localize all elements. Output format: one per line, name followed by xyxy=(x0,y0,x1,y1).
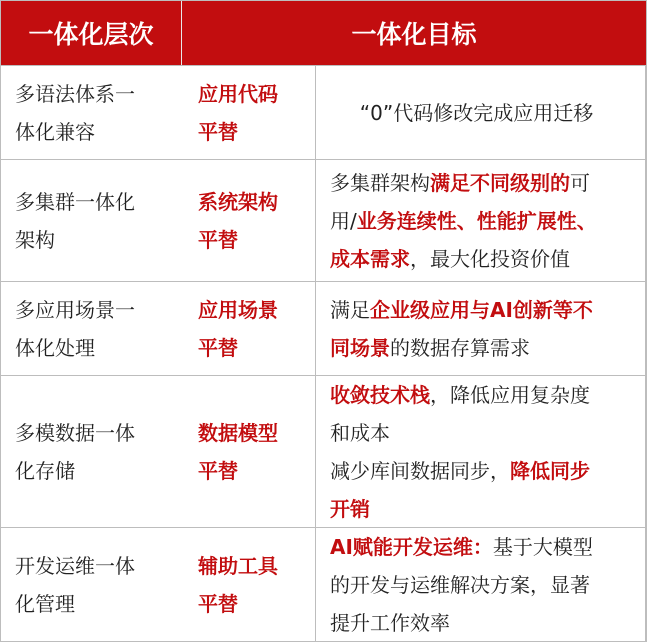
level-line: 开发运维一体 xyxy=(15,554,135,578)
goal-line xyxy=(330,240,597,278)
goal-text: 基于大模型 xyxy=(492,535,593,559)
goal-line xyxy=(330,414,590,452)
goal-text: ，最大化投资价值 xyxy=(410,246,570,271)
method-line: 应用场景 xyxy=(198,297,278,322)
method-line: 数据模型 xyxy=(198,420,278,445)
goal-highlight: 业务连续性、性能扩展性、 xyxy=(356,208,597,233)
method-line: 系统架构 xyxy=(198,189,278,214)
goal-line xyxy=(330,291,593,329)
row-method-cell xyxy=(182,281,316,375)
goal-text: “0”代码修改完成应用迁移 xyxy=(359,100,594,125)
goal-line xyxy=(330,528,593,566)
row-method-cell xyxy=(182,159,316,281)
goal-line xyxy=(330,566,593,604)
row-goal-cell xyxy=(316,527,646,642)
row-level-cell xyxy=(1,527,182,642)
goal-line xyxy=(330,329,593,367)
goal-text: 的数据存算需求 xyxy=(390,335,530,360)
goal-text: ，降低应用复杂度 xyxy=(430,382,590,407)
row-goal-cell xyxy=(316,281,646,375)
method-line: 平替 xyxy=(198,227,238,252)
row-level-cell xyxy=(1,159,182,281)
goal-line xyxy=(330,164,597,202)
goal-line xyxy=(330,202,597,240)
method-line: 平替 xyxy=(198,458,238,483)
goal-highlight: 开销 xyxy=(330,496,370,521)
goal-line xyxy=(330,490,590,528)
method-line: 辅助工具 xyxy=(198,554,278,578)
level-line: 架构 xyxy=(15,227,55,252)
header-goal: 一体化目标 xyxy=(182,1,646,65)
goal-text: 和成本 xyxy=(330,420,390,445)
goal-highlight: 企业级应用与AI创新等不 xyxy=(370,297,593,322)
level-line: 化存储 xyxy=(15,458,75,483)
goal-highlight: 同场景 xyxy=(330,335,390,360)
method-line: 平替 xyxy=(198,119,238,144)
goal-text: 可 xyxy=(570,170,590,195)
goal-highlight: AI赋能开发运维： xyxy=(330,535,493,559)
goal-highlight: 满足不同级别的 xyxy=(430,170,570,195)
method-line: 应用代码 xyxy=(198,81,278,106)
level-line: 多语法体系一 xyxy=(15,81,135,106)
method-line: 平替 xyxy=(198,335,238,360)
goal-text: 提升工作效率 xyxy=(330,611,450,635)
row-goal-cell xyxy=(316,159,646,281)
method-line: 平替 xyxy=(198,592,238,616)
row-goal-cell xyxy=(316,375,646,527)
level-line: 体化兼容 xyxy=(15,119,95,144)
header-level: 一体化层次 xyxy=(1,1,182,65)
goal-line xyxy=(360,94,593,132)
row-level-cell xyxy=(1,281,182,375)
goal-text: 满足 xyxy=(330,297,370,322)
goal-highlight: 收敛技术栈 xyxy=(330,382,430,407)
level-line: 多应用场景一 xyxy=(15,297,135,322)
level-line: 多集群一体化 xyxy=(15,189,135,214)
goal-line xyxy=(330,452,590,490)
row-level-cell xyxy=(1,65,182,159)
goal-highlight: 成本需求 xyxy=(330,246,410,271)
row-method-cell xyxy=(182,527,316,642)
goal-text: 多集群架构 xyxy=(330,170,430,195)
row-method-cell xyxy=(182,375,316,527)
goal-text: 用/ xyxy=(330,208,357,233)
level-line: 体化处理 xyxy=(15,335,95,360)
goal-line xyxy=(330,604,593,642)
goal-text: 减少库间数据同步， xyxy=(330,458,510,483)
level-line: 多模数据一体 xyxy=(15,420,135,445)
goal-highlight: 降低同步 xyxy=(510,458,590,483)
row-level-cell xyxy=(1,375,182,527)
row-goal-cell xyxy=(316,65,646,159)
level-line: 化管理 xyxy=(15,592,75,616)
goal-line xyxy=(330,376,590,414)
row-method-cell xyxy=(182,65,316,159)
goal-text: 的开发与运维解决方案，显著 xyxy=(330,573,590,597)
